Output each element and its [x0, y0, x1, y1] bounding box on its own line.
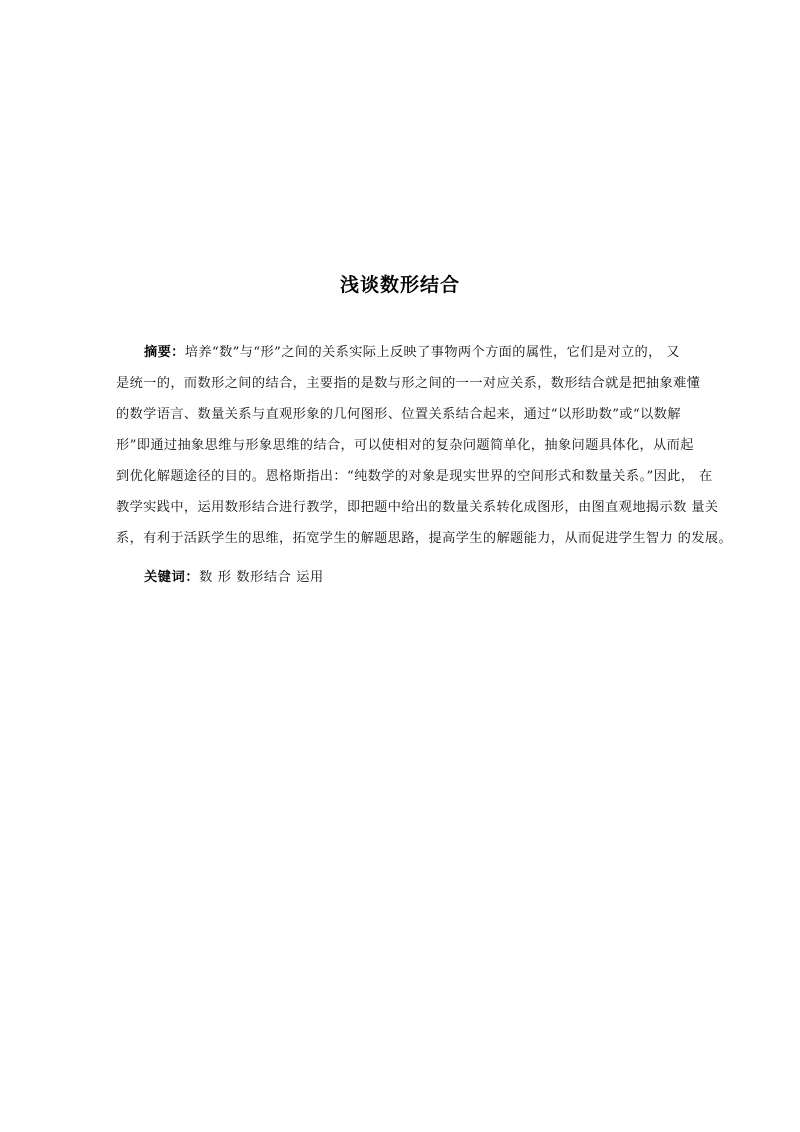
abstract-line: 到优化解题途径的目的。恩格斯指出：“纯数学的对象是现实世界的空间形式和数量关系。”因此， 在 — [116, 469, 713, 484]
abstract-line: 教学实践中，运用数形结合进行教学，即把题中给出的数量关系转化成图形，由图直观地揭示数 量关 — [116, 500, 719, 515]
abstract-line — [116, 337, 746, 368]
keywords-section — [144, 562, 324, 593]
abstract-text: 培养“数”与“形”之间的关系实际上反映了事物两个方面的属性，它们是对立的， 又 — [184, 345, 680, 360]
abstract-label: 摘要： — [144, 345, 185, 360]
document-title: 浅谈数形结合 — [339, 274, 460, 296]
abstract-line: 是统一的，而数形之间的结合，主要指的是数与形之间的一一对应关系，数形结合就是把抽象难懂 — [116, 376, 701, 391]
abstract-line: 形”即通过抽象思维与形象思维的结合，可以使相对的复杂问题简单化，抽象问题具体化，从而起 — [116, 438, 694, 453]
keywords-text: 数 形 数形结合 运用 — [199, 570, 324, 585]
abstract-line: 的数学语言、数量关系与直观形象的几何图形、位置关系结合起来，通过“以形助数”或“以数解 — [116, 407, 681, 422]
abstract-line: 系，有利于活跃学生的思维，拓宽学生的解题思路，提高学生的解题能力，从而促进学生智力 的发展。 — [116, 531, 733, 546]
abstract-section — [116, 337, 746, 554]
keywords-label: 关键词： — [144, 570, 200, 585]
